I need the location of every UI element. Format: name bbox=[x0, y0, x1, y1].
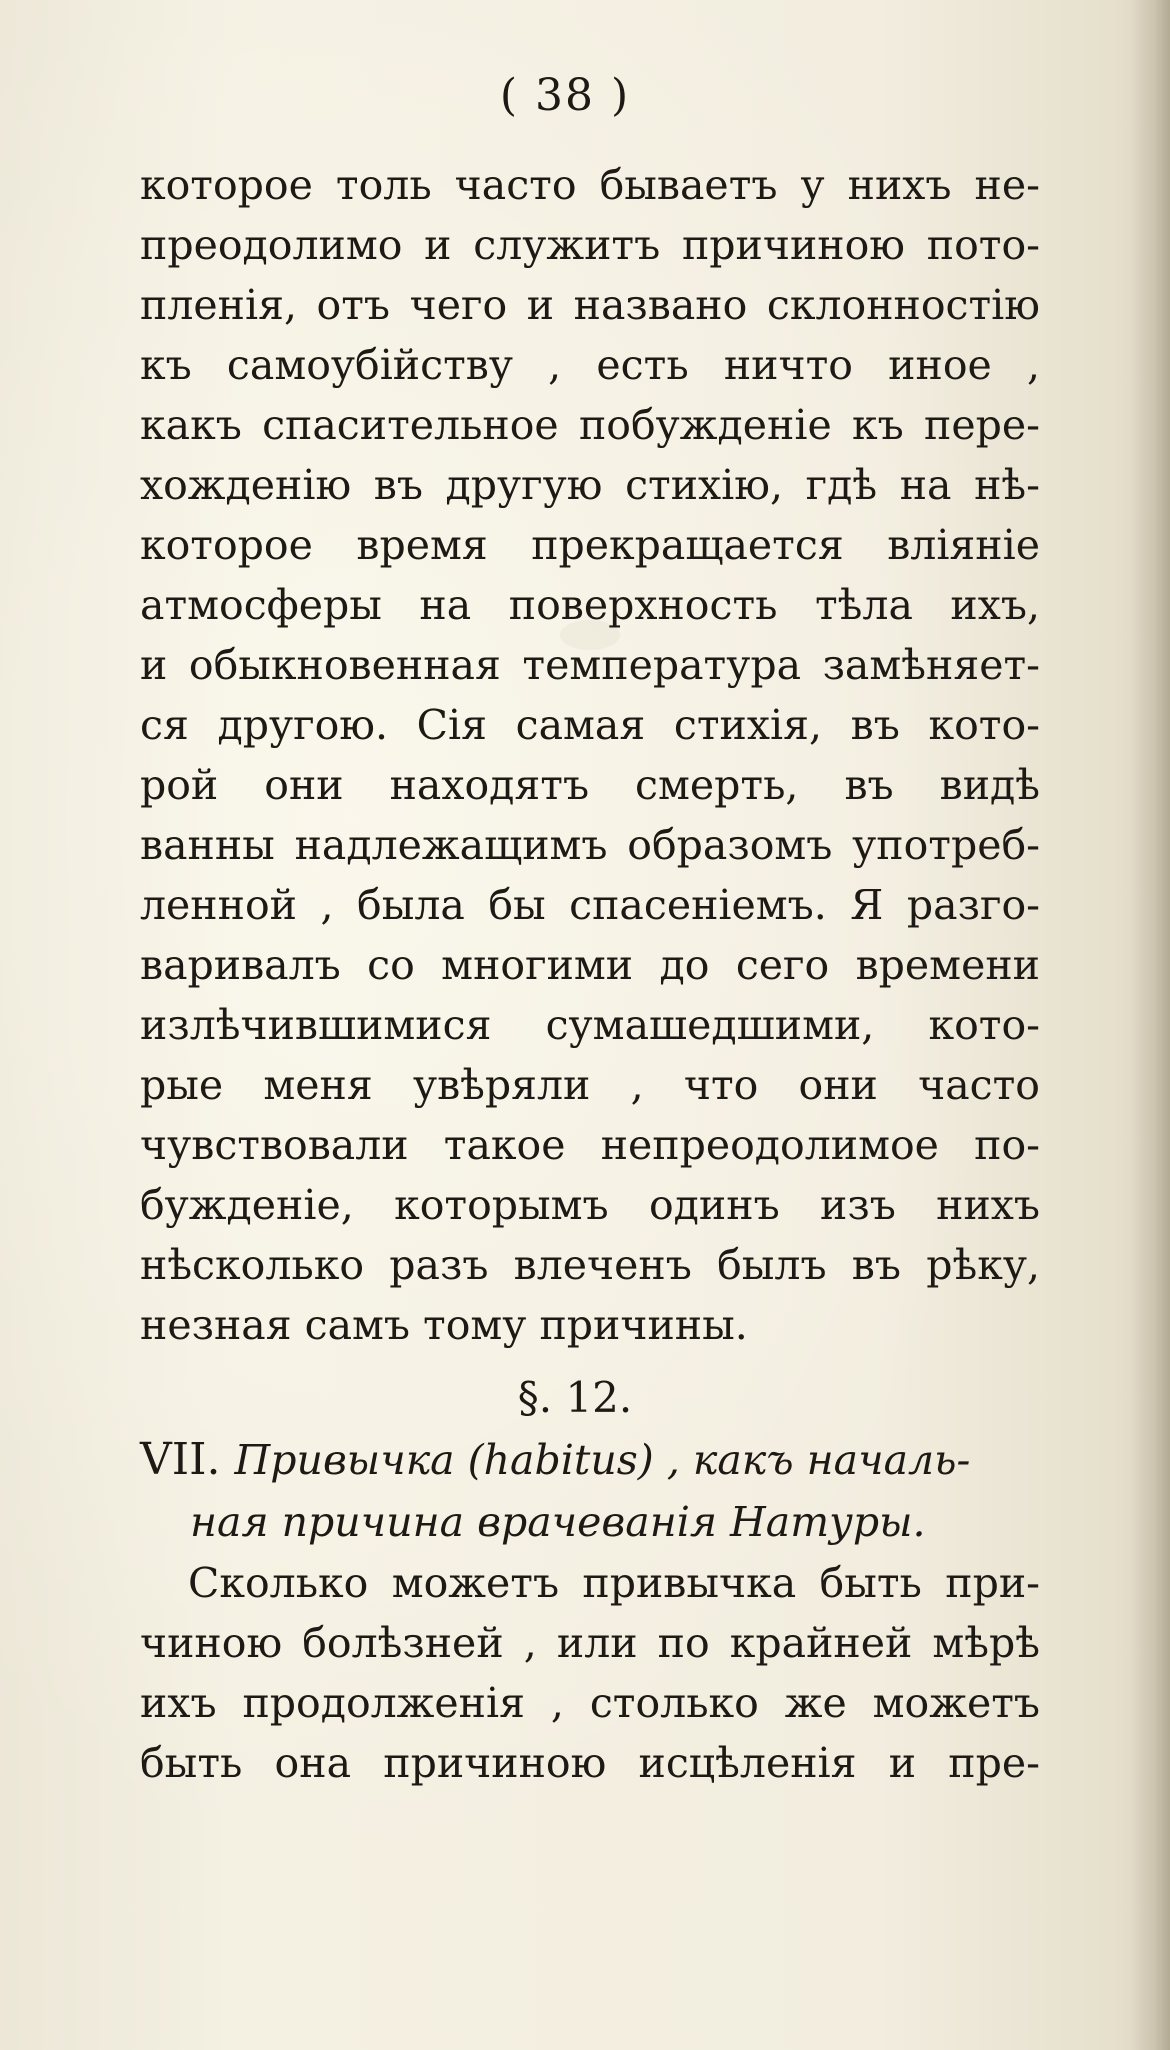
heading-line: ная причина врачеванія Натуры. bbox=[190, 1498, 926, 1546]
text-line: которое толь часто бываетъ у нихъ не- bbox=[140, 161, 1040, 209]
paragraph-1 bbox=[140, 155, 1040, 1355]
page-text bbox=[140, 155, 1040, 1793]
text-line: преодолимо и служитъ причиною пото- bbox=[140, 221, 1040, 269]
text-line: и обыкновенная температура замѣняет- bbox=[140, 641, 1040, 689]
text-line: варивалъ со многими до сего времени bbox=[140, 941, 1040, 989]
text-line: излѣчившимися сумашедшими, кото- bbox=[140, 1001, 1040, 1049]
paragraph-2 bbox=[140, 1553, 1040, 1793]
page-binding-edge bbox=[1130, 0, 1170, 2050]
text-line: ленной , была бы спасеніемъ. Я разго- bbox=[140, 881, 1040, 929]
text-line: къ самоубійству , есть ничто иное , bbox=[140, 341, 1040, 389]
heading-title-part: Привычка (habitus) , какъ началь- bbox=[234, 1436, 971, 1484]
text-line: чиною болѣзней , или по крайней мѣрѣ bbox=[140, 1619, 1040, 1667]
text-line: которое время прекращается вліяніе bbox=[140, 521, 1040, 569]
text-line: рые меня увѣряли , что они часто bbox=[140, 1061, 1040, 1109]
text-line: бужденіе, которымъ одинъ изъ нихъ bbox=[140, 1181, 1040, 1229]
text-line: рой они находятъ смерть, въ видѣ bbox=[140, 761, 1040, 809]
text-line: незная самъ тому причины. bbox=[140, 1301, 748, 1349]
text-line: какъ спасительное побужденіе къ пере- bbox=[140, 401, 1040, 449]
text-line: быть она причиною исцѣленія и пре- bbox=[140, 1739, 1040, 1787]
section-heading bbox=[140, 1429, 1040, 1553]
text-line: ванны надлежащимъ образомъ употреб- bbox=[140, 821, 1040, 869]
text-line: пленія, отъ чего и названо склонностію bbox=[140, 281, 1040, 329]
text-line: хожденію въ другую стихію, гдѣ на нѣ- bbox=[140, 461, 1040, 509]
text-line: ся другою. Сія самая стихія, въ кото- bbox=[140, 701, 1040, 749]
text-line: нѣсколько разъ влеченъ былъ въ рѣку, bbox=[140, 1241, 1040, 1289]
text-line: чувствовали такое непреодолимое по- bbox=[140, 1121, 1040, 1169]
text-line: атмосферы на поверхность тѣла ихъ, bbox=[140, 581, 1040, 629]
heading-roman-numeral: VII. bbox=[140, 1434, 221, 1485]
text-line: ихъ продолженія , столько же можетъ bbox=[140, 1679, 1040, 1727]
heading-line bbox=[140, 1429, 1040, 1491]
page-number: ( 38 ) bbox=[499, 70, 631, 121]
section-number: §. 12. bbox=[517, 1373, 633, 1422]
text-line: Сколько можетъ привычка быть при- bbox=[188, 1559, 1040, 1607]
